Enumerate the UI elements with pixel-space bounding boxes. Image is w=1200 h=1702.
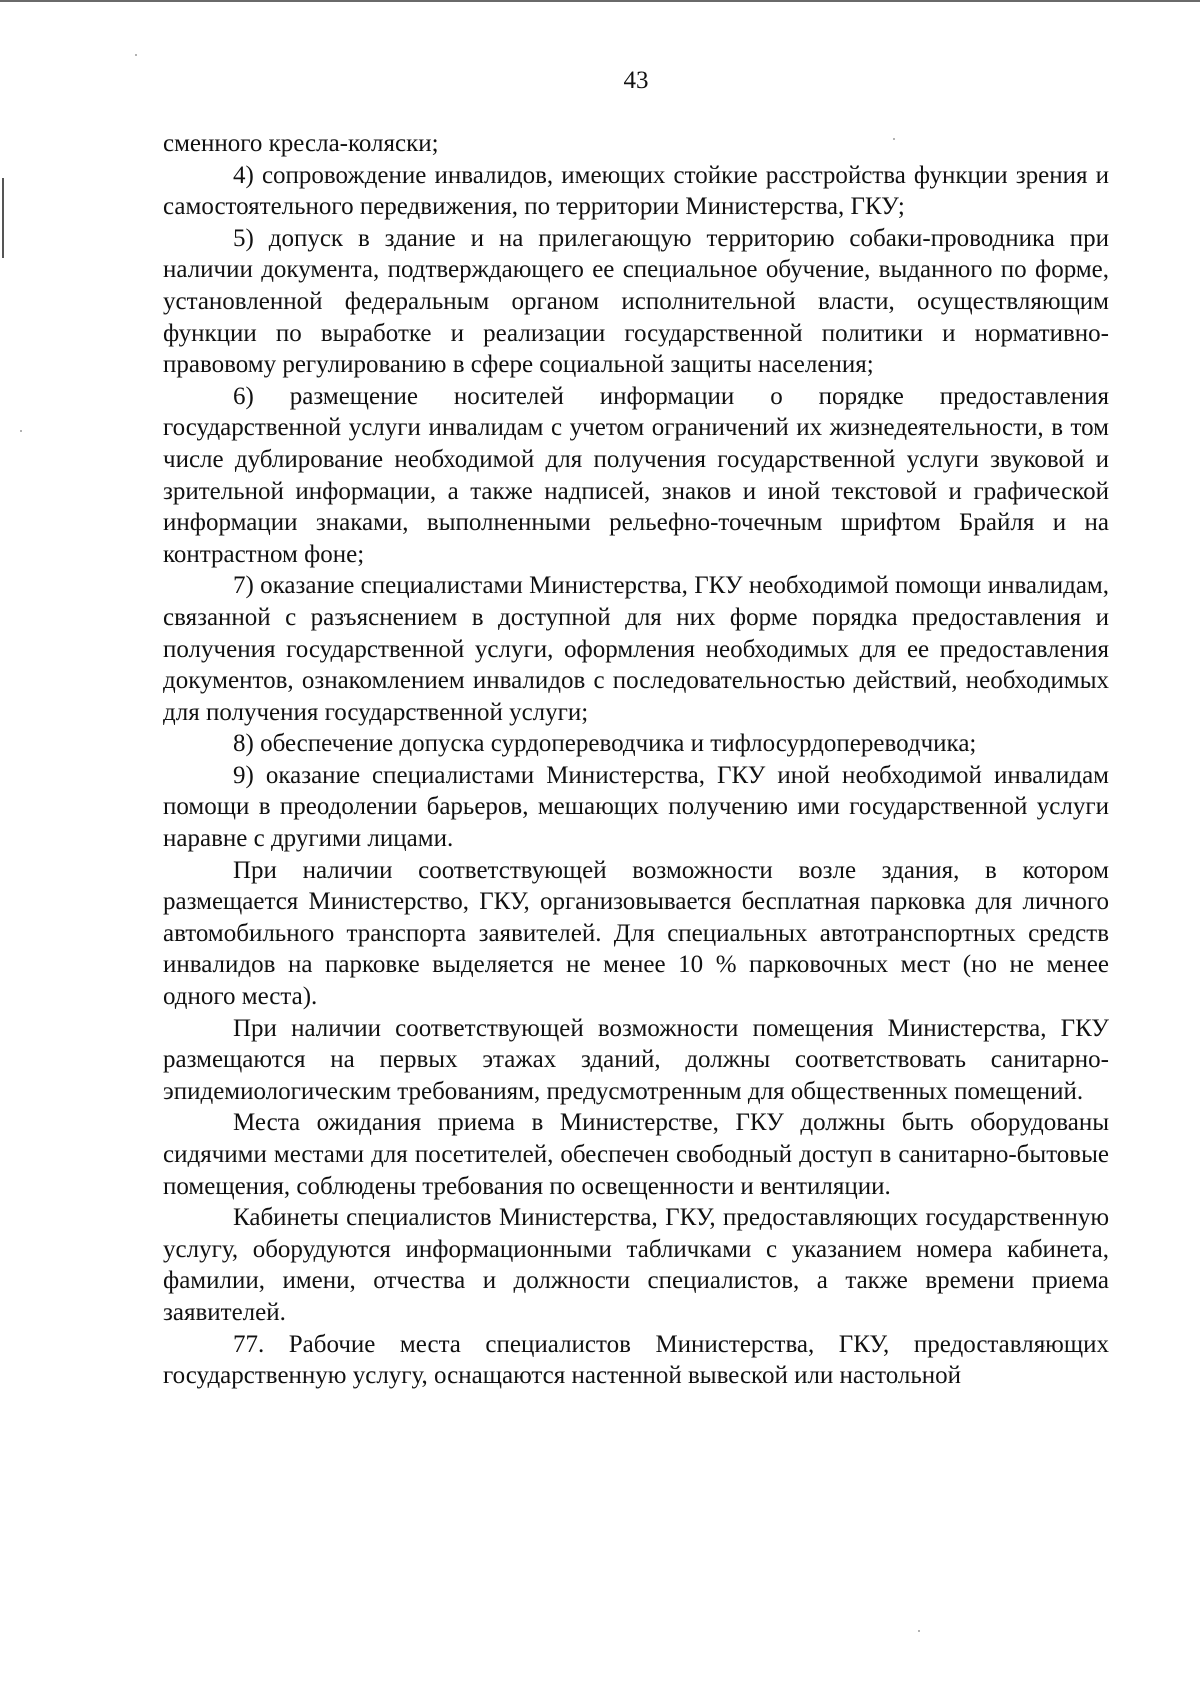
document-body bbox=[163, 128, 1109, 1392]
paragraph-clause-77: 77. Рабочие места специалистов Министерства, ГКУ, предоставляющих государственную услугу, оснащаются настенной вывеской или настольной bbox=[163, 1330, 1109, 1390]
paragraph-item-7: 7) оказание специалистами Министерства, ГКУ необходимой помощи инвалидам, связанной с разъяснением в доступной для них форме порядка предоставления и получения государственной услуги, оформления необходимых для ее предоставления документов, ознакомлением инвалидов с последовательностью действий, необходимых для получения государственной услуги; bbox=[163, 572, 1109, 726]
scan-left-margin-mark bbox=[2, 178, 4, 258]
paragraph-continuation: сменного кресла-коляски; bbox=[163, 130, 439, 157]
scan-speck bbox=[135, 54, 137, 56]
paragraph-item-9: 9) оказание специалистами Министерства, ГКУ иной необходимой инвалидам помощи в преодолении барьеров, мешающих получению ими государственной услуги наравне с другими лицами. bbox=[163, 761, 1109, 853]
paragraph-waiting-areas: Места ожидания приема в Министерстве, ГКУ должны быть оборудованы сидячими местами для посетителей, обеспечен свободный доступ в санитарно-бытовые помещения, соблюдены требования по освещенности и вентиляции. bbox=[163, 1109, 1109, 1200]
paragraph-item-5: 5) допуск в здание и на прилегающую территорию собаки-проводника при наличии документа, подтверждающего ее специальное обучение, выданного по форме, установленной федеральным органом исполнительной власти, осуществляющим функции по выработке и реализации государственной политики и нормативно-правовому регулированию в сфере социальной защиты населения; bbox=[163, 224, 1109, 379]
scan-top-edge bbox=[0, 0, 1200, 2]
paragraph-item-4: 4) сопровождение инвалидов, имеющих стойкие расстройства функции зрения и самостоятельного передвижения, по территории Министерства, ГКУ; bbox=[163, 161, 1109, 221]
paragraph-item-6: 6) размещение носителей информации о порядке предоставления государственной услуги инвалидам с учетом ограничений их жизнедеятельности, в том числе дублирование необходимой для получения государственной услуги звуковой и зрительной информации, а также надписей, знаков и иной текстовой и графической информации знаками, выполненными рельефно-точечным шрифтом Брайля и на контрастном фоне; bbox=[163, 382, 1109, 568]
paragraph-offices: Кабинеты специалистов Министерства, ГКУ, предоставляющих государственную услугу, оборудуются информационными табличками с указанием номера кабинета, фамилии, имени, отчества и должности специалистов, а также времени приема заявителей. bbox=[163, 1204, 1109, 1326]
scan-speck bbox=[918, 1630, 920, 1632]
paragraph-parking: При наличии соответствующей возможности возле здания, в котором размещается Министерство, ГКУ, организовывается бесплатная парковка для личного автомобильного транспорта заявителей. Для специальных автотранспортных средств инвалидов на парковке выделяется не менее 10 % парковочных мест (но не менее одного места). bbox=[163, 856, 1109, 1011]
scan-speck bbox=[20, 430, 22, 432]
paragraph-premises: При наличии соответствующей возможности помещения Министерства, ГКУ размещаются на первых этажах зданий, должны соответствовать санитарно-эпидемиологическим требованиям, предусмотренным для общественных помещений. bbox=[163, 1014, 1109, 1105]
paragraph-item-8: 8) обеспечение допуска сурдопереводчика и тифлосурдопереводчика; bbox=[233, 730, 977, 758]
page-number: 43 bbox=[623, 67, 649, 94]
